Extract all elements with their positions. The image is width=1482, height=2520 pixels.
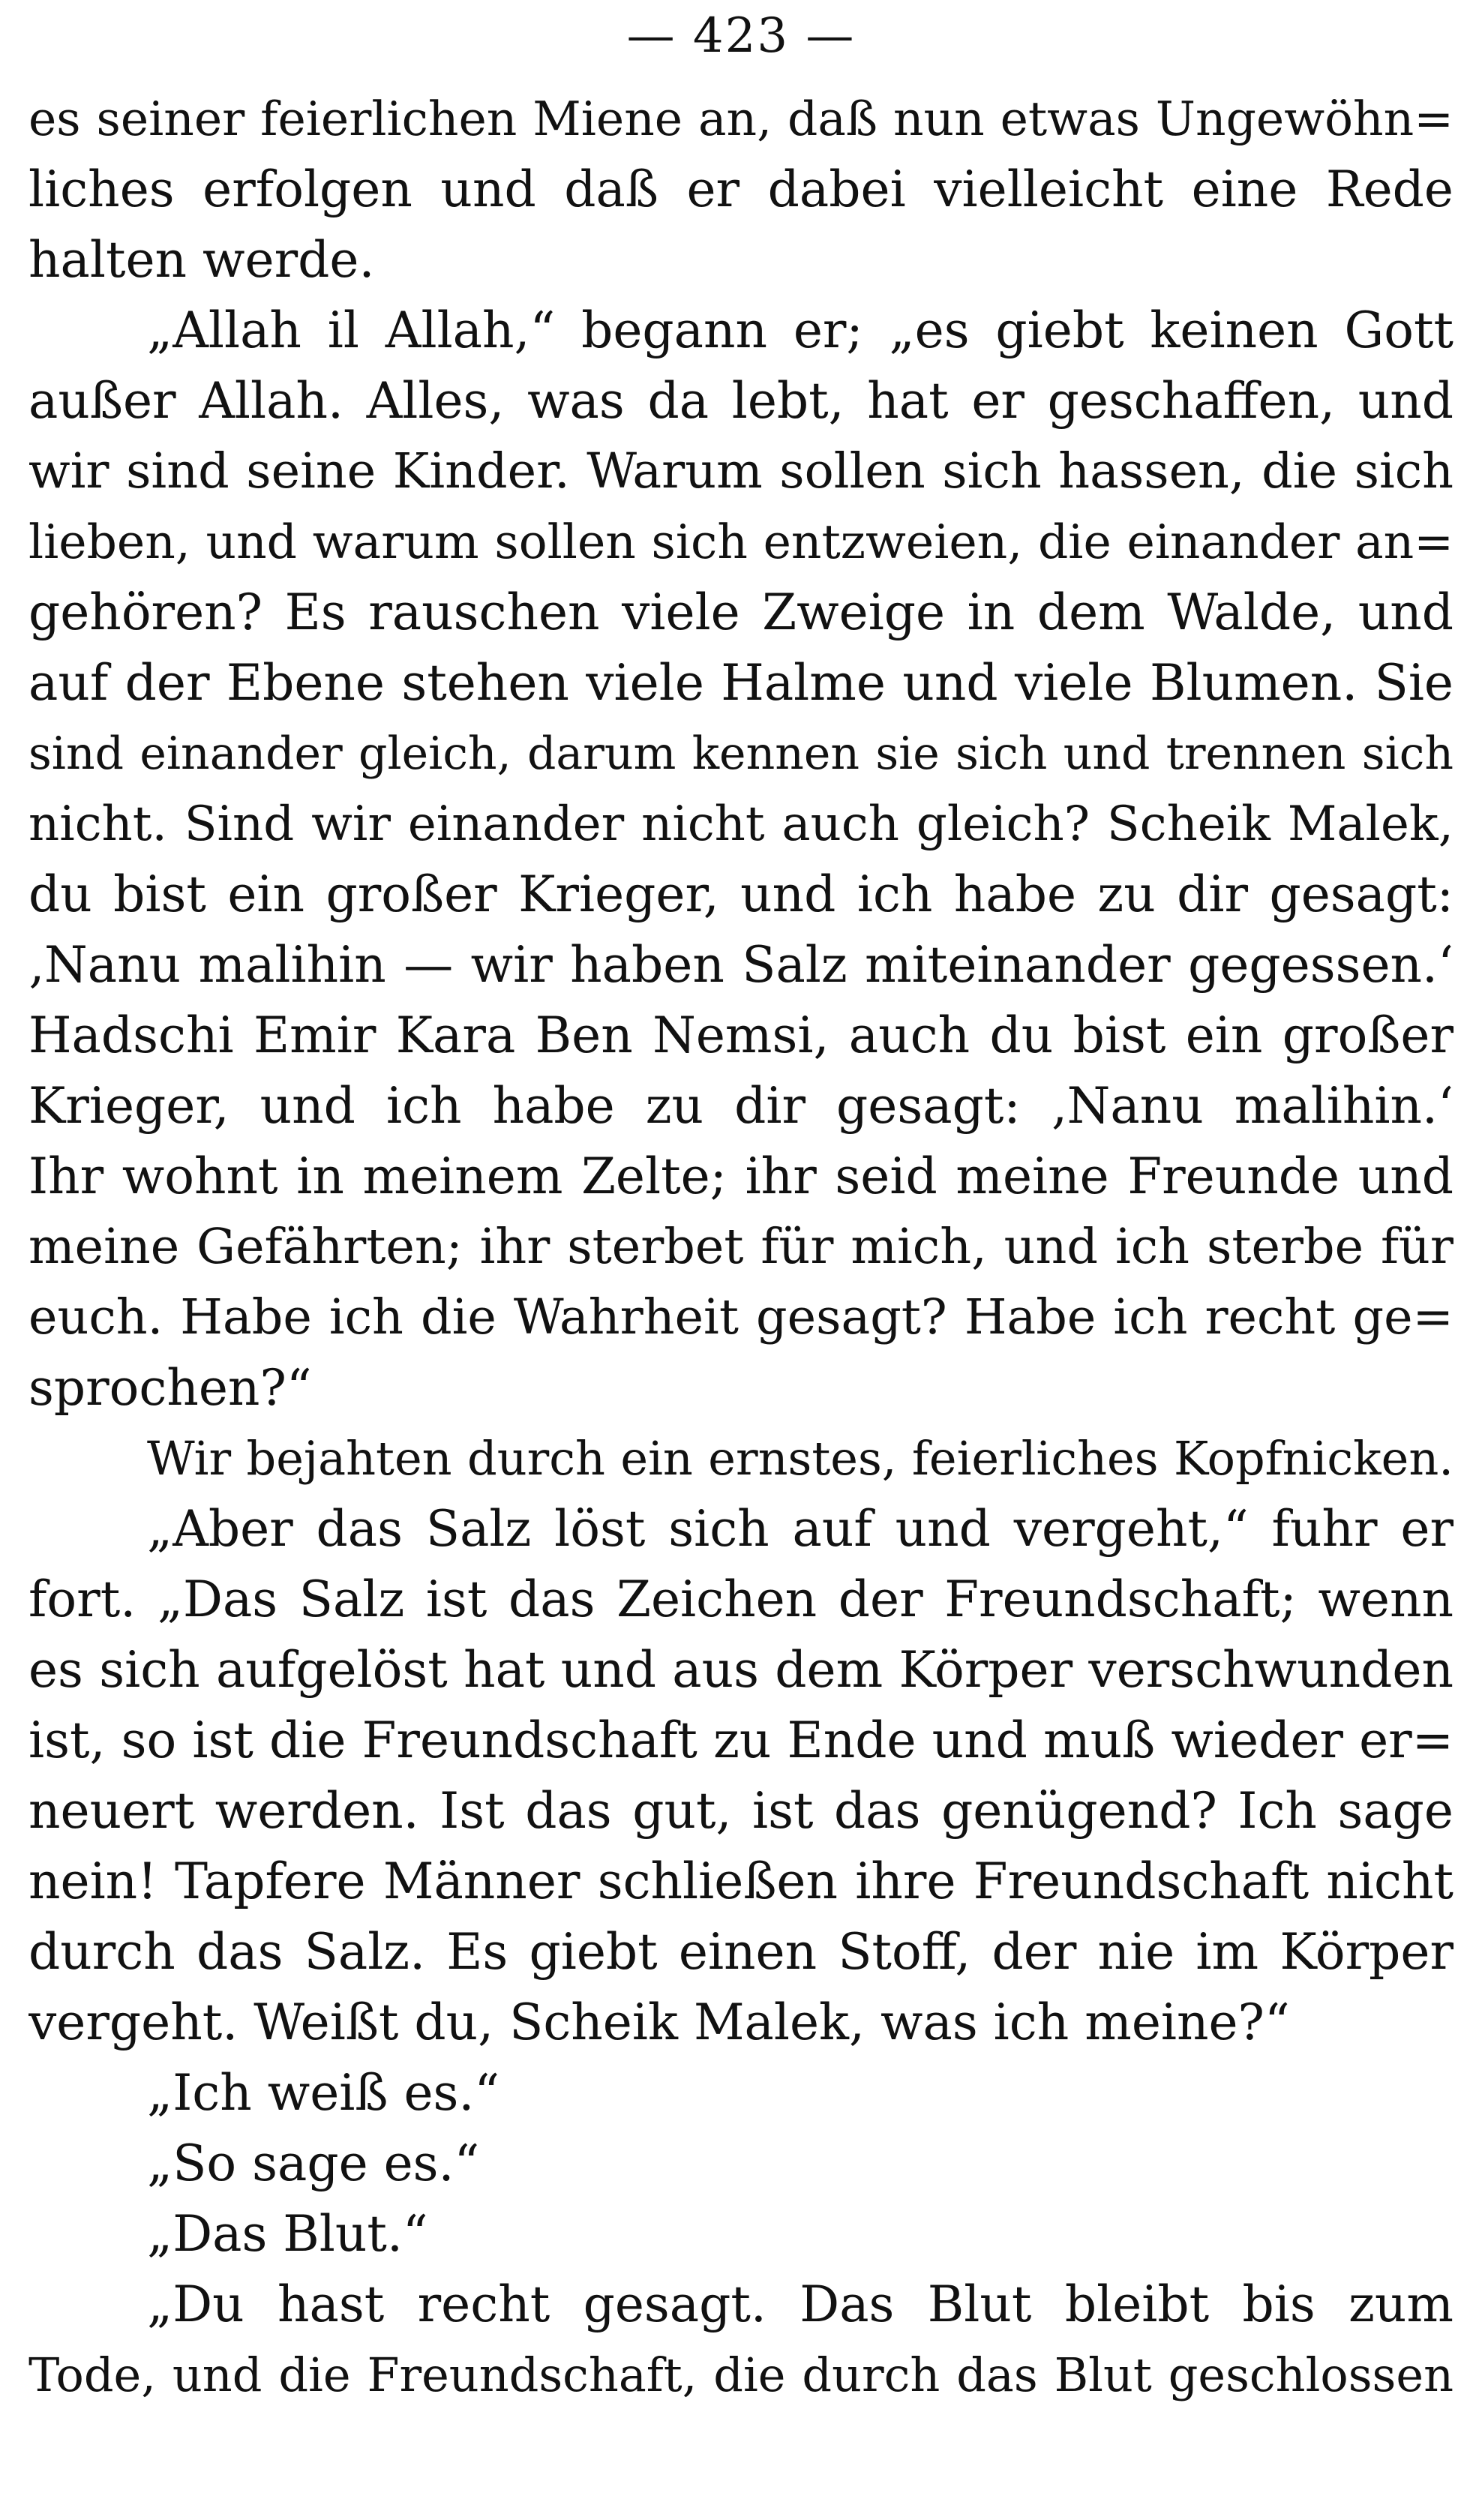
- text-line: euch. Habe ich die Wahrheit gesagt? Habe ich recht ge=: [28, 1289, 1454, 1346]
- text-line: liches erfolgen und daß er dabei vielleicht eine Rede: [28, 160, 1454, 218]
- text-line: gehören? Es rauschen viele Zweige in dem Walde, und: [28, 584, 1454, 641]
- text-line: fort. „Das Salz ist das Zeichen der Freundschaft; wenn: [28, 1570, 1454, 1628]
- text-line: es sich aufgelöst hat und aus dem Körper verschwunden: [28, 1641, 1454, 1699]
- text-line: ist, so ist die Freundschaft zu Ende und muß wieder er=: [28, 1712, 1454, 1769]
- text-line: Wir bejahten durch ein ernstes, feierliches Kopfnicken.: [147, 1431, 1454, 1486]
- text-line: auf der Ebene stehen viele Halme und viele Blumen. Sie: [28, 654, 1454, 712]
- text-line: sprochen?“: [28, 1359, 312, 1417]
- text-line: ‚Nanu malihin — wir haben Salz miteinander gegessen.‘: [28, 936, 1454, 994]
- text-line: meine Gefährten; ihr sterbet für mich, und ich sterbe für: [28, 1219, 1454, 1275]
- text-line: es seiner feierlichen Miene an, daß nun etwas Ungewöhn=: [28, 92, 1454, 146]
- page-number: — 423 —: [626, 8, 856, 64]
- text-line: „So sage es.“: [147, 2134, 480, 2192]
- text-line: Tode, und die Freundschaft, die durch das Blut geschlossen: [28, 2348, 1454, 2402]
- text-line: du bist ein großer Krieger, und ich habe zu dir gesagt:: [28, 866, 1454, 923]
- text-line: „Aber das Salz löst sich auf und vergeht,“ fuhr er: [147, 1500, 1454, 1558]
- body-text: [28, 84, 1454, 2410]
- text-line: Ihr wohnt in meinem Zelte; ihr seid meine Freunde und: [28, 1148, 1454, 1205]
- text-line: „Ich weiß es.“: [147, 2064, 500, 2122]
- text-line: nein! Tapfere Männer schließen ihre Freundschaft nicht: [28, 1852, 1454, 1910]
- text-line: neuert werden. Ist das gut, ist das genügend? Ich sage: [28, 1782, 1454, 1840]
- text-line: durch das Salz. Es giebt einen Stoff, der nie im Körper: [28, 1923, 1454, 1981]
- text-line: nicht. Sind wir einander nicht auch gleich? Scheik Malek,: [28, 796, 1454, 852]
- text-line: „Du hast recht gesagt. Das Blut bleibt bis zum: [147, 2276, 1454, 2333]
- text-line: halten werde.: [28, 231, 375, 289]
- text-line: wir sind seine Kinder. Warum sollen sich hassen, die sich: [28, 443, 1454, 500]
- text-line: lieben, und warum sollen sich entzweien, die einander an=: [28, 514, 1454, 569]
- text-line: außer Allah. Alles, was da lebt, hat er geschaffen, und: [28, 372, 1454, 430]
- text-line: „Das Blut.“: [147, 2205, 428, 2263]
- text-line: vergeht. Weißt du, Scheik Malek, was ich meine?“: [28, 1994, 1290, 2051]
- text-line: sind einander gleich, darum kennen sie sich und trennen sich: [28, 728, 1454, 780]
- text-line: Hadschi Emir Kara Ben Nemsi, auch du bist ein großer: [28, 1006, 1454, 1064]
- text-line: „Allah il Allah,“ begann er; „es giebt keinen Gott: [147, 302, 1454, 359]
- text-line: Krieger, und ich habe zu dir gesagt: ‚Nanu malihin.‘: [28, 1077, 1454, 1135]
